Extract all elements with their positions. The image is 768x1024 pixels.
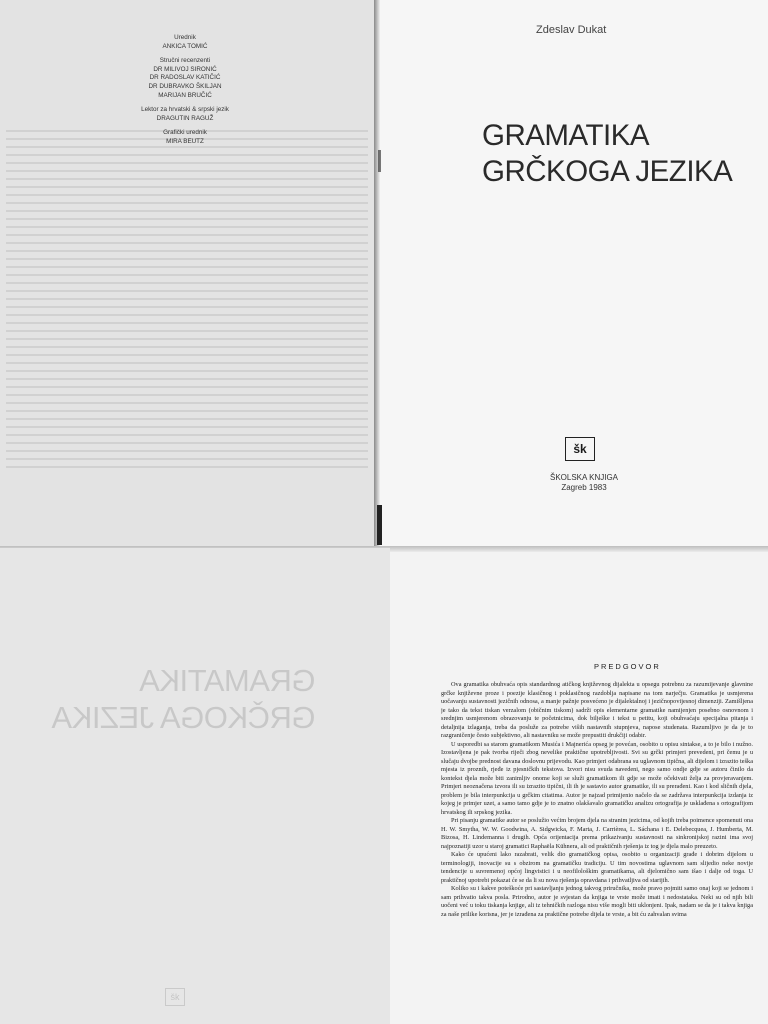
show-through-text <box>6 130 368 470</box>
mirrored-title-line1: GRAMATIKA <box>139 663 316 698</box>
publisher-name: ŠKOLSKA KNJIGA <box>549 473 619 482</box>
preface-paragraph: Ova gramatika obuhvaća opis standardnog atičkog književnog dijalekta u opsegu potrebnu za razumijevanje glavnine grčke književne proze i poezije klasičnog i poklasičnog razdoblja napisane na tom narječju. Gramatika je usmjerena uočavanju sustavnosti jezičnih odnosa, a manje pažnje posvećeno je dijalektalnoj i jezičnopovijesnoj dimenziji. Zamišljena je tako da tekst tiskan verzalom (običnim tiskom) sadrži opis elementarne gramatike namijenjen posebno osnovnom i srednjim usmjerenom obrazovanju te početnicima, dok bilješke i tekst u petitu, koji obuhvaćaju specijalna pitanja i detaljnija izlaganja, treba da posluže za potrebe viših nastavnih stupnjeva, napose studenata. Razumljivo je da je to razgraničenje često subjektivno, ali nastavniku se može prepustiti drukčiji odabir. <box>441 681 753 739</box>
author-name: Zdeslav Dukat <box>536 24 607 36</box>
preface-paragraph: Kako će upućeni lako razabrati, velik dio gramatičkog opisa, osobito u organizaciji građe i dobrim dijelom u terminologiji, inovacije su s obzirom na gramatičku tradiciju. U tim novostima uglavnom sam slijedio neke novije tendencije u suvremenoj općoj lingvistici i u neofilološkim gramatikama, ali djelomično sam išao i dalje od toga. U praktičnoj upotrebi pokazat će se da li su nova rješenja opravdana i prihvatljiva od starijih. <box>441 851 753 884</box>
scan-artifact <box>377 505 382 545</box>
credit-role: Grafički urednik <box>163 129 207 137</box>
credit-person: MIRA BEUTZ <box>166 137 204 145</box>
credit-person: DR DUBRAVKO ŠKILJAN <box>148 82 222 90</box>
book-title <box>482 118 732 190</box>
credit-group <box>100 129 270 146</box>
credit-person: DR RADOSLAV KATIČIĆ <box>149 74 221 82</box>
scan-artifact <box>378 150 381 172</box>
publication-place-year: Zagreb 1983 <box>561 483 607 492</box>
book-gutter <box>374 0 380 552</box>
imprint-page <box>0 0 374 548</box>
credit-group <box>100 34 270 51</box>
credit-group <box>100 106 270 123</box>
mirrored-title-line2: GRČKOGA JEZIKA <box>52 700 316 735</box>
preface-paragraph: Pri pisanju gramatike autor se poslužio većim brojem djela na stranim jezicima, od kojih treba poimence spomenuti ona H. W. Smytha, W. W. Goodwina, A. Sidgwicka, F. Marta, J. Carrièrea, L. Sáchana i E. Delebecquea, J. Humberta, M. Bizosa, H. Lindemanna i drugih. Opća orijentacija prema prikazivanju sustavnosti na sinkronijskoj razini ima svoj najpoznatiji uzor u staroj gramatici Raphaëla Kühnera, ali od praktičnih rješenja iz tog je djela malo preuzeto. <box>441 817 753 850</box>
book-title-line2: GRČKOGA JEZIKA <box>482 155 733 188</box>
credit-person: DRAGUTIN RAGUŽ <box>156 114 214 122</box>
book-title-line1: GRAMATIKA <box>482 119 650 152</box>
blank-verso-page <box>0 548 390 1024</box>
preface-paragraph: Koliko su i kakve poteškoće pri sastavljanju jednog takvog priručnika, može pravo pojmiti samo onaj koji se jednom i sam prihvatio takva posla. Prirodno, autor je svjestan da knjiga te vrste može imati i nedostataka. Neki su od njih bili uočeni već u toku tiskanja knjige, ali iz tehničkih razloga nisu više mogli biti uklonjeni. Ipak, nadam se da je i takva knjiga za naše prilike korisna, jer je izrađena za praktične potrebe dijela te vrste, a bit ću zahvalan svima <box>441 885 753 918</box>
credit-role: Urednik <box>174 34 196 41</box>
credit-group <box>100 57 270 100</box>
credit-role: Stručni recenzenti <box>159 57 211 65</box>
credits-block <box>100 34 270 153</box>
credit-role: Lektor za hrvatski & srpski jezik <box>141 106 229 114</box>
credit-person: MARIJAN BRUČIĆ <box>158 91 212 99</box>
faint-logo-icon: šk <box>165 988 185 1006</box>
preface-text <box>441 681 753 1024</box>
preface-paragraph: U usporedbi sa starom gramatikom Musića i Majnerića opseg je povećan, osobito u opisu sintakse, a to je bilo i nužno. Izostavljena je pak tvorba riječi zbog nevelike praktične upotrebljivosti. Svi su grčki primjeri prevedeni, pri čemu je u slučaju dvojbe prednost davana doslovnu prijevodu. Kao primjeri odabrana su uglavnom tipična, ali dijelom i izrazito teška mjesta iz proznih, rjeđe iz pjesničkih tekstova. Izvori nisu svuda navedeni, nego samo ondje gdje se autoru činilo da kontekst djela može biti zanimljiv onome koji se služi gramatikom ili gdje se može očekivati želja za provjeravanjem. Primjeri neoznačena izvora ili su izrazito tipični, ili ih je sastavio autor gramatike, ili su prerađeni. Kao i kod sličnih djela, problem je bila interpunkcija u grčkim citatima. Autor je najzad primijenio načelo da se zadržava interpunkcija izdanja iz kojeg je primjer uzet, a samo tamo gdje je to znatno olakšavalo gramatičku analizu ortografija je usklađena s ortografijom hrvatskog ili srpskog jezika. <box>441 740 753 816</box>
credit-person: ANKICA TOMIĆ <box>162 42 208 50</box>
publisher-block <box>549 473 619 493</box>
title-page <box>374 0 768 552</box>
mirrored-title-bleed <box>52 662 315 736</box>
publisher-logo-icon: šk <box>565 437 595 461</box>
credit-person: DR MILIVOJ SIRONIĆ <box>153 65 217 73</box>
preface-heading: PREDGOVOR <box>594 662 661 671</box>
